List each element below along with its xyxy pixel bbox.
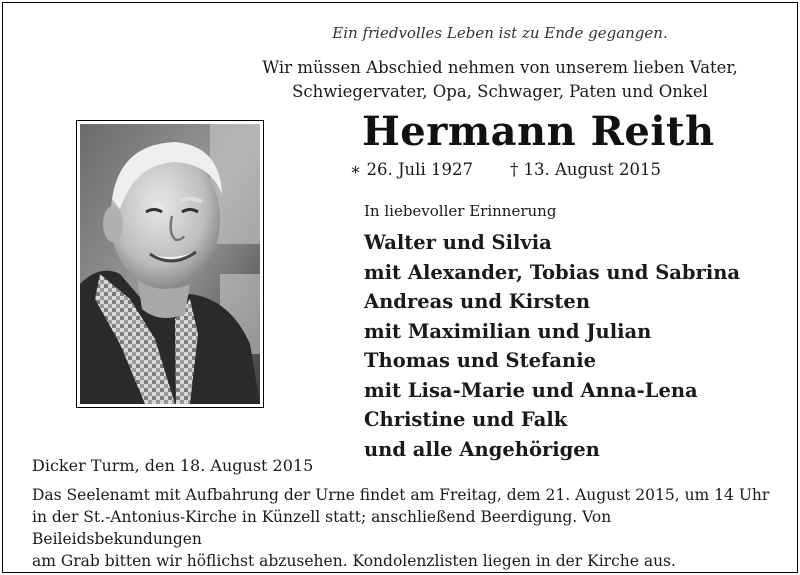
notice-line-3: am Grab bitten wir höflichst abzusehen. Kondolenzlisten liegen in der Kirche aus. <box>32 552 676 570</box>
mourner-line: Christine und Falk <box>364 408 568 431</box>
notice-line-1: Das Seelenamt mit Aufbahrung der Urne findet am Freitag, dem 21. August 2015, um 14 Uhr <box>32 486 770 504</box>
mourners-list <box>364 228 740 464</box>
portrait-photo <box>76 120 264 408</box>
place-date: Dicker Turm, den 18. August 2015 <box>32 456 314 475</box>
mourner-line: mit Lisa-Marie und Anna-Lena <box>364 378 698 402</box>
death-date: † 13. August 2015 <box>510 160 662 179</box>
notice-line-2: in der St.-Antonius-Kirche in Künzell statt; anschließend Beerdigung. Von Beileidsbekundungen <box>32 508 612 548</box>
service-notice <box>32 484 777 572</box>
mourner-line: mit Maximilian und Julian <box>364 319 652 343</box>
mourner-line: Thomas und Stefanie <box>364 349 597 372</box>
mourner-line: Walter und Silvia <box>364 231 552 254</box>
life-dates <box>350 160 662 179</box>
intro-line-1: Wir müssen Abschied nehmen von unserem lieben Vater, <box>262 58 738 77</box>
intro-line-2: Schwiegervater, Opa, Schwager, Paten und Onkel <box>292 82 708 101</box>
birth-date: ∗ 26. Juli 1927 <box>350 160 473 179</box>
mourner-line: mit Alexander, Tobias und Sabrina <box>364 260 741 284</box>
intro-text <box>230 56 770 104</box>
mourner-line: Andreas und Kirsten <box>364 290 591 313</box>
mourner-line: und alle Angehörigen <box>364 437 600 461</box>
deceased-name: Hermann Reith <box>362 108 715 155</box>
portrait-image <box>80 124 260 404</box>
motto: Ein friedvolles Leben ist zu Ende gegangen. <box>332 24 668 42</box>
memory-line: In liebevoller Erinnerung <box>364 202 557 220</box>
